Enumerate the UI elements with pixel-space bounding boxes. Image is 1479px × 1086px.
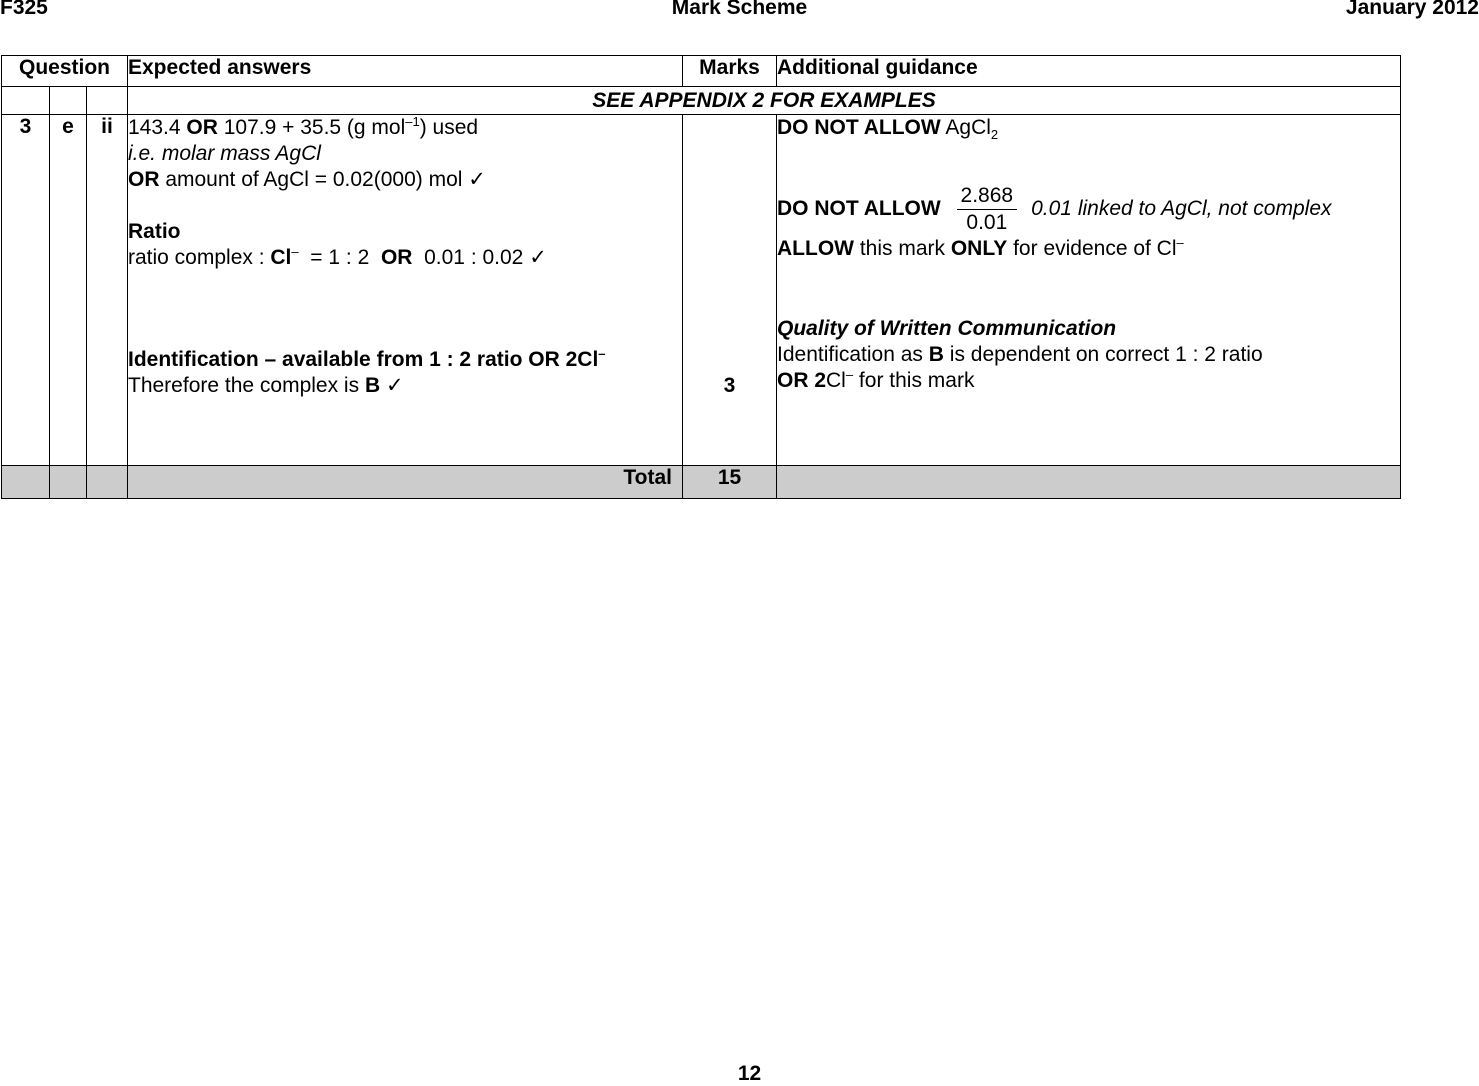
col-header-guidance: Additional guidance xyxy=(777,56,1401,87)
appendix-note: SEE APPENDIX 2 FOR EXAMPLES xyxy=(128,87,1401,115)
guidance-fraction-line: DO NOT ALLOW $\frac{2.868}{0.01}$ 0.01 linked to AgCl, not complex xyxy=(777,184,1332,234)
expected-answers-cell xyxy=(128,115,683,466)
col-header-expected-answers: Expected answers xyxy=(128,56,683,87)
question-row xyxy=(2,115,1401,466)
guidance-qwc-heading: Quality of Written Communication xyxy=(777,317,1117,340)
total-label: Total xyxy=(128,466,683,499)
guidance-qwc-line-2: OR 2Cl– for this mark xyxy=(777,367,975,392)
col-header-marks: Marks xyxy=(683,56,777,87)
marks-cell xyxy=(683,115,777,466)
fraction xyxy=(957,183,1018,236)
guidance-cell xyxy=(777,115,1401,466)
empty-cell xyxy=(87,87,128,115)
table-header-row xyxy=(2,56,1401,87)
empty-cell xyxy=(87,466,128,499)
answer-ratio-line: ratio complex : Cl– = 1 : 2 OR 0.01 : 0.02 ✓ xyxy=(128,244,547,269)
question-number: 3 xyxy=(2,115,50,466)
question-subpart: ii xyxy=(87,115,128,466)
marks-value: 3 xyxy=(723,374,736,397)
appendix-row xyxy=(2,87,1401,115)
header-title: Mark Scheme xyxy=(671,0,808,19)
answer-molar-mass-note: i.e. molar mass AgCl xyxy=(128,142,321,165)
header-date: January 2012 xyxy=(1345,0,1479,19)
answer-identification-heading: Identification – available from 1 : 2 ratio OR 2Cl– xyxy=(128,346,606,371)
guidance-allow-line: ALLOW this mark ONLY for evidence of Cl– xyxy=(777,235,1184,260)
guidance-agcl2-line: DO NOT ALLOW AgCl$_2$ xyxy=(777,116,999,143)
empty-cell xyxy=(50,87,87,115)
col-header-question: Question xyxy=(2,56,128,87)
answer-molar-mass-line: 143.4 OR 107.9 + 35.5 (g mol$^{-1}$) used xyxy=(128,114,479,139)
empty-cell xyxy=(2,87,50,115)
fraction-denominator: 0.01 xyxy=(966,211,1008,234)
empty-cell xyxy=(50,466,87,499)
guidance-qwc-line-1: Identification as B is dependent on correct 1 : 2 ratio xyxy=(777,343,1263,366)
total-row xyxy=(2,466,1401,499)
empty-cell xyxy=(2,466,50,499)
mark-scheme-table xyxy=(1,55,1401,499)
answer-amount-line: OR amount of AgCl = 0.02(000) mol ✓ xyxy=(128,168,486,191)
page-number: 12 xyxy=(737,1062,762,1085)
answer-ratio-heading: Ratio xyxy=(128,220,181,243)
answer-identification-line: Therefore the complex is B ✓ xyxy=(128,374,404,397)
question-part: e xyxy=(50,115,87,466)
fraction-numerator: 2.868 xyxy=(957,183,1018,210)
total-value: 15 xyxy=(683,466,777,499)
empty-cell xyxy=(777,466,1401,499)
header-code: F325 xyxy=(0,0,48,19)
